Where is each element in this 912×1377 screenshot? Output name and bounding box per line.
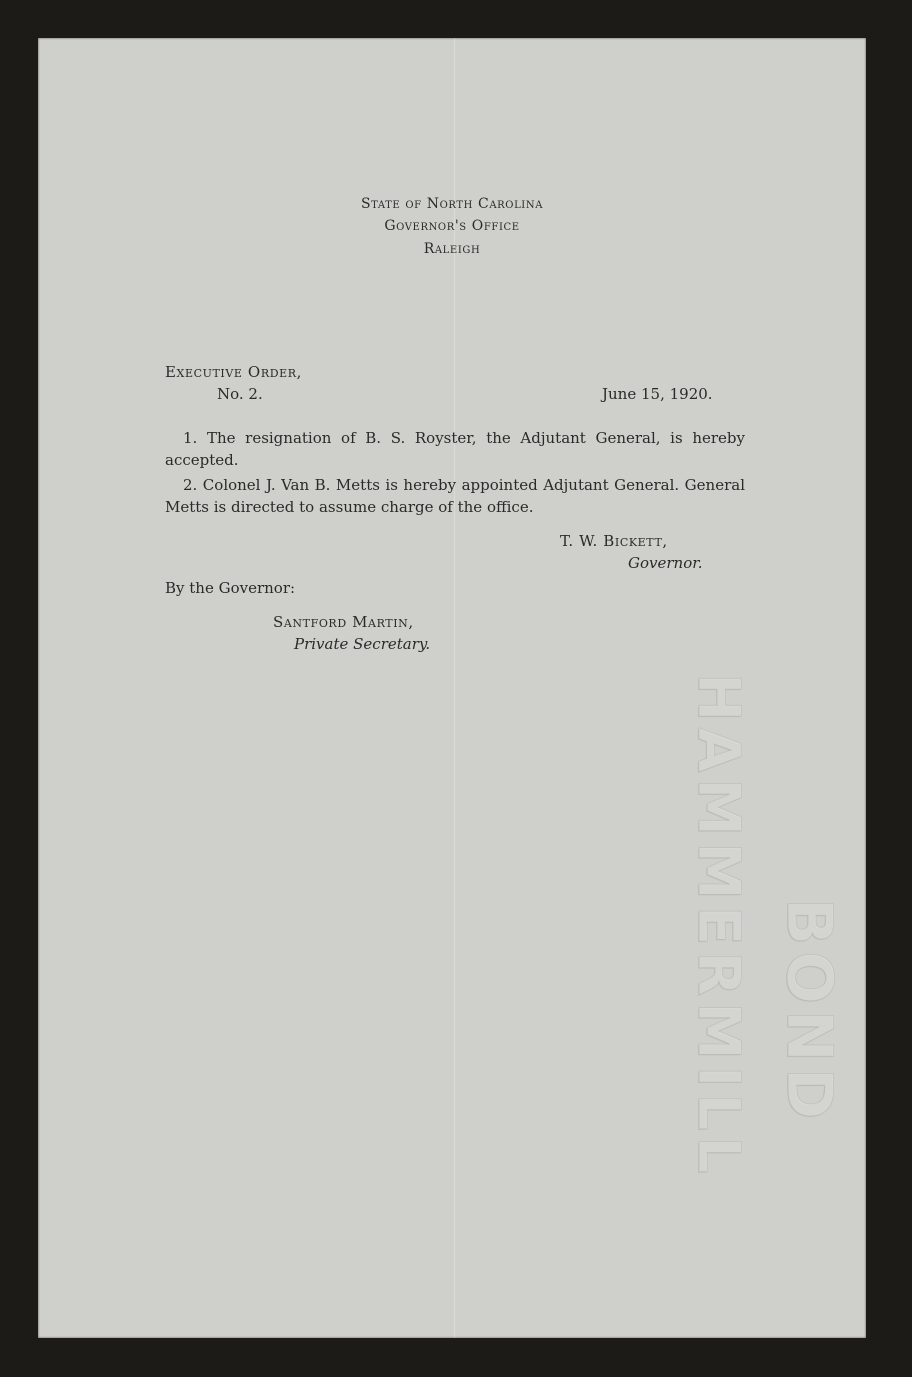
- signature-title: Governor.: [628, 554, 703, 572]
- attestation-name: Santford Martin,: [273, 613, 414, 631]
- attestation-by: By the Governor:: [165, 579, 296, 597]
- document-page: [38, 38, 866, 1338]
- attestation-title: Private Secretary.: [294, 635, 431, 653]
- order-item-1: 1. The resignation of B. S. Royster, the Adjutant General, is hereby accepted.: [165, 429, 745, 469]
- order-number: No. 2.: [217, 385, 263, 403]
- letterhead-city: Raleigh: [423, 241, 481, 257]
- watermark-hammermill: HAMMERMILL: [685, 673, 753, 1180]
- watermark-bond: BOND: [773, 898, 846, 1126]
- order-item-2: 2. Colonel J. Van B. Metts is hereby appointed Adjutant General. General Metts is directed to assume charge of the office.: [165, 476, 745, 516]
- signature-name: T. W. Bickett,: [560, 532, 668, 550]
- letterhead-office: Governor's Office: [384, 218, 520, 234]
- letterhead-state: State of North Carolina: [360, 196, 544, 212]
- order-title: Executive Order,: [165, 363, 303, 381]
- order-date: June 15, 1920.: [602, 385, 713, 403]
